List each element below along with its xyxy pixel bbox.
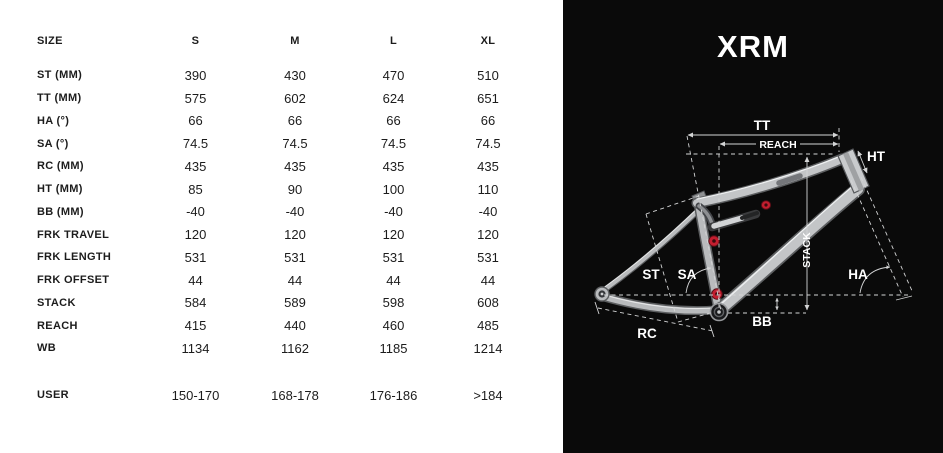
row-value: 85 [188, 181, 203, 197]
table-row [37, 292, 563, 315]
row-value: 430 [284, 67, 306, 83]
row-value: >184 [473, 387, 503, 403]
table-row [37, 64, 563, 87]
row-label: REACH [37, 319, 78, 332]
row-value: 435 [284, 158, 306, 174]
rc-tick-right [710, 325, 714, 337]
row-value: 1134 [181, 340, 210, 356]
row-value: 150-170 [171, 387, 220, 403]
row-value: 531 [382, 249, 405, 265]
column-header-m: M [290, 35, 300, 47]
row-value: 1214 [473, 340, 503, 356]
row-value: 66 [188, 113, 203, 129]
tt-label: TT [753, 118, 771, 133]
geometry-rows [37, 64, 563, 360]
row-value: 1185 [379, 340, 408, 356]
row-value: 74.5 [182, 136, 209, 152]
stack-label: STACK [801, 232, 813, 268]
row-value: 575 [184, 90, 207, 106]
table-row [37, 384, 563, 407]
st-label: ST [642, 267, 660, 282]
row-value: 44 [287, 272, 303, 288]
table-header-row [37, 31, 563, 51]
row-label: FRK LENGTH [37, 251, 112, 264]
row-value: 176-186 [369, 387, 418, 403]
table-row [37, 337, 563, 360]
ht-label: HT [867, 149, 885, 164]
row-value: 100 [382, 181, 405, 197]
row-value: 598 [382, 295, 405, 311]
row-value: -40 [384, 204, 403, 220]
table-row [37, 132, 563, 155]
row-label: TT (MM) [37, 92, 82, 105]
construction-lines [598, 128, 913, 331]
row-value: 435 [382, 158, 405, 174]
row-value: 74.5 [475, 136, 501, 152]
row-value: 440 [284, 318, 306, 334]
table-row [37, 178, 563, 201]
table-row [37, 314, 563, 337]
row-label: FRK TRAVEL [37, 228, 110, 241]
table-row [37, 269, 563, 292]
row-value: 44 [188, 272, 203, 288]
row-value: 74.5 [380, 136, 407, 152]
reach-label: REACH [759, 139, 797, 151]
row-value: 510 [477, 67, 499, 83]
row-label: SA (°) [37, 137, 69, 150]
row-value: 485 [477, 318, 499, 334]
row-value: 531 [477, 249, 499, 265]
diagram-panel [563, 0, 943, 453]
row-value: 651 [477, 90, 499, 106]
table-row [37, 110, 563, 133]
row-value: 584 [184, 295, 207, 311]
row-label: ST (MM) [37, 69, 83, 82]
row-value: 66 [480, 113, 496, 129]
user-row-container [37, 384, 563, 407]
row-value: 602 [284, 90, 306, 106]
row-label: RC (MM) [37, 160, 84, 173]
row-value: 460 [382, 318, 405, 334]
row-value: 44 [386, 272, 401, 288]
front-axle-tick [896, 296, 912, 300]
model-title: XRM [717, 29, 789, 64]
rc-label: RC [637, 326, 657, 341]
row-value: 44 [480, 272, 496, 288]
row-value: 90 [287, 181, 303, 197]
row-value: 1162 [281, 340, 309, 356]
row-value: 390 [184, 67, 207, 83]
column-header-xl: XL [480, 35, 496, 47]
row-value: 120 [382, 227, 405, 243]
row-value: 120 [477, 227, 499, 243]
row-label: HA (°) [37, 114, 70, 127]
row-label: STACK [37, 296, 76, 309]
row-value: 66 [386, 113, 401, 129]
row-value: 74.5 [282, 136, 308, 152]
row-value: -40 [478, 204, 498, 220]
row-label: FRK OFFSET [37, 274, 110, 287]
row-value: 415 [184, 318, 207, 334]
table-row [37, 201, 563, 224]
row-value: 624 [382, 90, 405, 106]
row-value: 531 [284, 249, 306, 265]
row-label: WB [37, 342, 56, 355]
row-value: 470 [382, 67, 405, 83]
row-value: 120 [184, 227, 207, 243]
row-label: BB (MM) [37, 205, 84, 218]
column-header-l: L [389, 35, 398, 47]
row-label: HT (MM) [37, 183, 83, 196]
row-value: -40 [285, 204, 305, 220]
table-row [37, 246, 563, 269]
row-label: USER [37, 389, 69, 402]
bb-label: BB [752, 314, 772, 329]
table-row [37, 155, 563, 178]
row-value: 168-178 [271, 387, 319, 403]
column-header-s: S [191, 35, 200, 47]
table-row [37, 87, 563, 110]
row-value: 435 [477, 158, 499, 174]
row-value: 608 [477, 295, 499, 311]
ha-label: HA [848, 267, 868, 282]
st-top-connector [646, 196, 699, 214]
bike-geometry-diagram [563, 0, 943, 453]
size-column-header: SIZE [37, 35, 63, 47]
row-value: 531 [184, 249, 207, 265]
row-value: 110 [477, 181, 499, 197]
row-value: -40 [186, 204, 205, 220]
table-row [37, 223, 563, 246]
row-value: 435 [184, 158, 207, 174]
sa-label: SA [677, 267, 697, 282]
row-value: 66 [287, 113, 303, 129]
row-value: 120 [284, 227, 306, 243]
row-value: 589 [284, 295, 306, 311]
